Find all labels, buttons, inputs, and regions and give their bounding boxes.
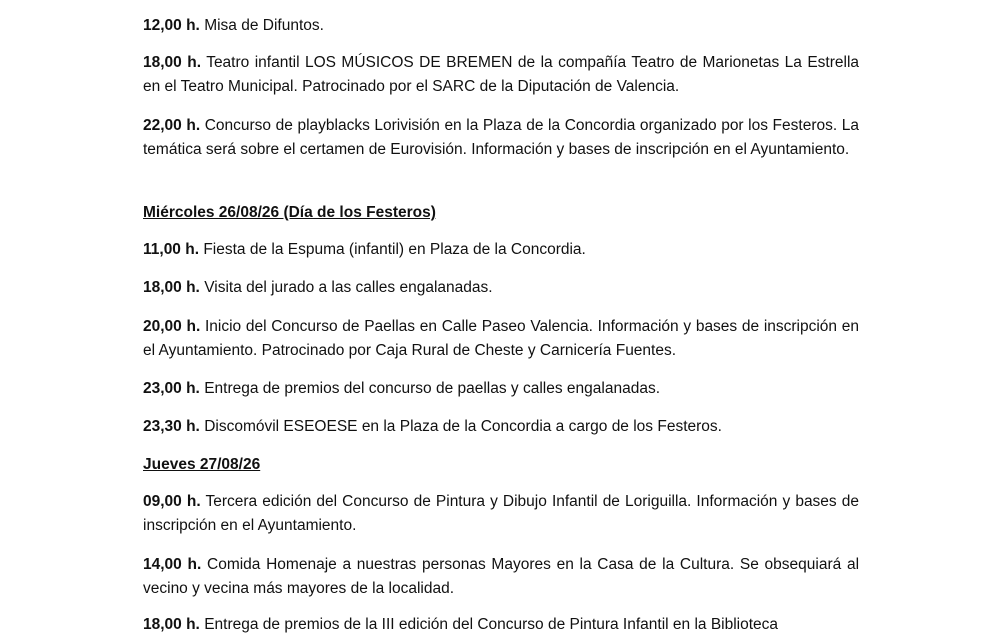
entry-text: Fiesta de la Espuma (infantil) en Plaza de la Concordia. — [203, 241, 586, 258]
schedule-entry — [143, 613, 859, 637]
entry-time: 23,30 h. — [143, 418, 200, 435]
schedule-entry — [143, 51, 859, 99]
schedule-entry — [143, 276, 859, 300]
schedule-entry — [143, 315, 859, 363]
entry-text: Misa de Difuntos. — [204, 17, 324, 34]
entry-text: Tercera edición del Concurso de Pintura y Dibujo Infantil de Loriguilla. Información y bases de inscripción en el Ayuntamiento. — [143, 493, 859, 534]
schedule-entry — [143, 377, 859, 401]
entry-time: 18,00 h. — [143, 54, 202, 71]
entry-time: 09,00 h. — [143, 493, 201, 510]
entry-time: 23,00 h. — [143, 380, 200, 397]
schedule-entry — [143, 415, 859, 439]
day-heading-wednesday: Miércoles 26/08/26 (Día de los Festeros) — [143, 204, 436, 221]
entry-time: 22,00 h. — [143, 117, 201, 134]
day-heading-thursday: Jueves 27/08/26 — [143, 456, 261, 473]
entry-time: 14,00 h. — [143, 556, 202, 573]
entry-text: Entrega de premios del concurso de paellas y calles engalanadas. — [204, 380, 660, 397]
schedule-entry — [143, 238, 859, 262]
schedule-entry — [143, 14, 859, 38]
entry-text: Concurso de playblacks Lorivisión en la Plaza de la Concordia organizado por los Festeros. La temática será sobre el certamen de Eurovisión. Información y bases de inscripción en el Ayuntamiento. — [143, 117, 859, 158]
entry-time: 11,00 h. — [143, 241, 200, 258]
schedule-entry — [143, 553, 859, 601]
schedule-entry — [143, 114, 859, 162]
entry-text: Teatro infantil LOS MÚSICOS DE BREMEN de la compañía Teatro de Marionetas La Estrella en el Teatro Municipal. Patrocinado por el SARC de la Diputación de Valencia. — [143, 54, 860, 95]
entry-text: Entrega de premios de la III edición del Concurso de Pintura Infantil en la Biblioteca — [204, 616, 779, 633]
entry-time: 18,00 h. — [143, 279, 200, 296]
entry-text: Discomóvil ESEOESE en la Plaza de la Concordia a cargo de los Festeros. — [204, 418, 722, 435]
schedule-entry — [143, 490, 859, 538]
entry-time: 18,00 h. — [143, 616, 200, 633]
entry-text: Inicio del Concurso de Paellas en Calle Paseo Valencia. Información y bases de inscripción en el Ayuntamiento. Patrocinado por Caja Rural de Cheste y Carnicería Fuentes. — [143, 318, 859, 359]
entry-time: 20,00 h. — [143, 318, 201, 335]
entry-time: 12,00 h. — [143, 17, 200, 34]
entry-text: Visita del jurado a las calles engalanadas. — [204, 279, 493, 296]
entry-text: Comida Homenaje a nuestras personas Mayores en la Casa de la Cultura. Se obsequiará al vecino y vecina más mayores de la localidad. — [143, 556, 860, 597]
